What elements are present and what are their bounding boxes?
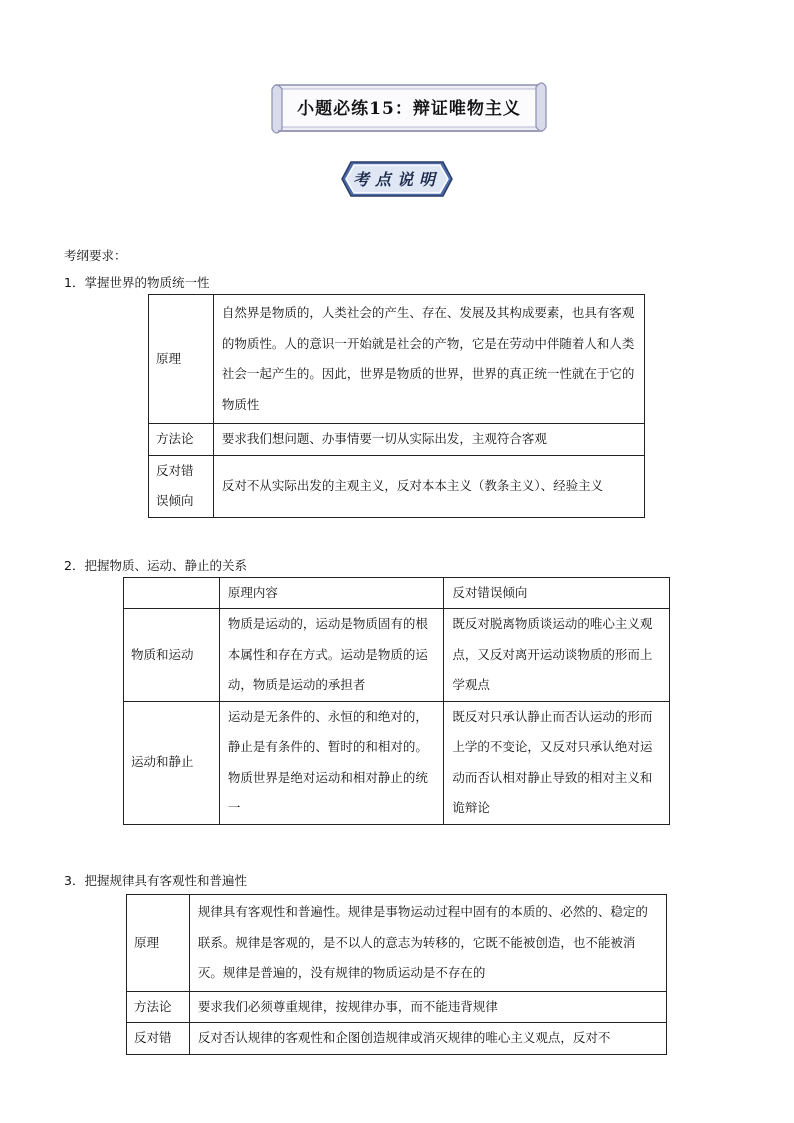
table-header-row — [124, 578, 670, 609]
page-title: 小题必练15：辩证唯物主义 — [297, 99, 521, 119]
intro-text: 考纲要求： — [64, 248, 127, 263]
row-label: 方法论 — [127, 991, 190, 1023]
table-row — [127, 895, 667, 992]
row-label: 反对错 — [127, 1023, 190, 1055]
row-content: 规律具有客观性和普遍性。规律是事物运动过程中固有的本质的、必然的、稳定的联系。规律是客观的，是不以人的意志为转移的，它既不能被创造，也不能被消灭。规律是普遍的，没有规律的物质运动是不存在的 — [189, 895, 666, 992]
table-row — [124, 609, 670, 702]
table-row — [149, 295, 645, 424]
table-row — [149, 455, 645, 517]
table-row — [149, 424, 645, 456]
header-cell-empty — [124, 578, 220, 609]
section1-heading: 1．掌握世界的物质统一性 — [64, 275, 210, 290]
row-content: 要求我们想问题、办事情要一切从实际出发，主观符合客观 — [213, 424, 644, 456]
row-oppose: 既反对脱离物质谈运动的唯心主义观点，又反对离开运动谈物质的形而上学观点 — [444, 609, 670, 702]
row-label: 反对错误倾向 — [149, 455, 214, 517]
row-content: 反对否认规律的客观性和企图创造规律或消灭规律的唯心主义观点，反对不 — [189, 1023, 666, 1055]
section2-heading: 2．把握物质、运动、静止的关系 — [64, 558, 247, 573]
row-label: 原理 — [149, 295, 214, 424]
row-label: 运动和静止 — [124, 701, 220, 824]
row-content: 运动是无条件的、永恒的和绝对的，静止是有条件的、暂时的和相对的。物质世界是绝对运动和相对静止的统一 — [219, 701, 444, 824]
section1-table — [148, 294, 645, 518]
kaodian-badge — [341, 160, 453, 198]
row-label: 物质和运动 — [124, 609, 220, 702]
section3-table — [126, 894, 667, 1055]
table-row — [127, 1023, 667, 1055]
section3-heading: 3．把握规律具有客观性和普遍性 — [64, 873, 247, 888]
title-scroll-banner — [268, 79, 550, 137]
row-content: 物质是运动的，运动是物质固有的根本属性和存在方式。运动是物质的运动，物质是运动的承担者 — [219, 609, 444, 702]
row-oppose: 既反对只承认静止而否认运动的形而上学的不变论，又反对只承认绝对运动而否认相对静止导致的相对主义和诡辩论 — [444, 701, 670, 824]
table-row — [124, 701, 670, 824]
row-content: 要求我们必须尊重规律，按规律办事，而不能违背规律 — [189, 991, 666, 1023]
section2-table — [123, 577, 670, 825]
table-row — [127, 991, 667, 1023]
row-label: 方法论 — [149, 424, 214, 456]
header-cell-oppose: 反对错误倾向 — [444, 578, 670, 609]
row-content: 反对不从实际出发的主观主义，反对本本主义（教条主义）、经验主义 — [213, 455, 644, 517]
badge-label: 考点说明 — [352, 170, 441, 189]
header-cell-content: 原理内容 — [219, 578, 444, 609]
row-label: 原理 — [127, 895, 190, 992]
row-content: 自然界是物质的，人类社会的产生、存在、发展及其构成要素，也具有客观的物质性。人的意识一开始就是社会的产物，它是在劳动中伴随着人和人类社会一起产生的。因此，世界是物质的世界，世界的真正统一性就在于它的物质性 — [213, 295, 644, 424]
